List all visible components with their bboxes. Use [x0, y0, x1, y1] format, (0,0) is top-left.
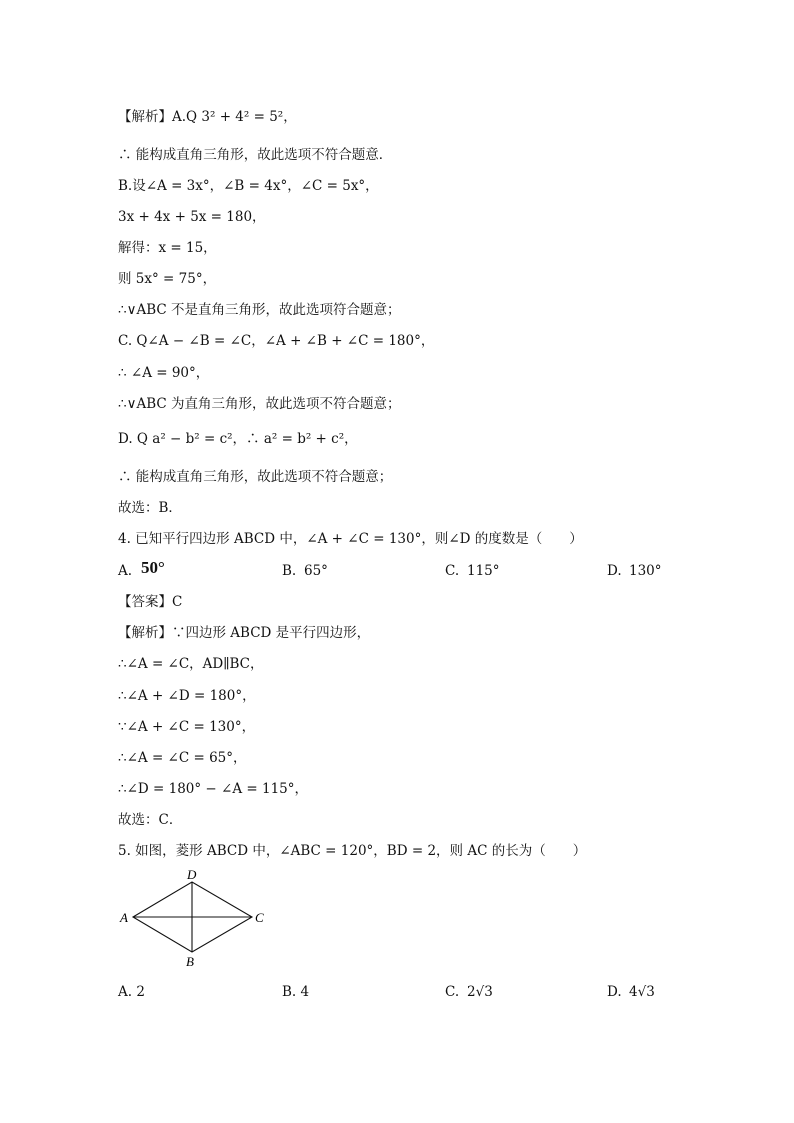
- answer-4: 【答案】C: [118, 594, 183, 610]
- q5-option-d-value: 4√3: [629, 984, 655, 1000]
- solution-line: ∴∨ABC 不是直角三角形，故此选项符合题意；: [118, 302, 401, 318]
- question-5: 5. 如图，菱形 ABCD 中，∠ABC = 120°，BD = 2，则 AC 的长为（ ）: [118, 843, 587, 859]
- q5-option-a: A. 2: [118, 984, 145, 1000]
- solution-line: 【解析】A.Q 3² + 4² = 5²，: [118, 109, 297, 125]
- q5-option-d-letter: D.: [607, 984, 622, 1000]
- q4-option-c-value: 115°: [467, 563, 500, 579]
- q4-option-b-value: 65°: [304, 563, 328, 579]
- q4-option-c-letter: C.: [445, 563, 460, 579]
- solution-line: ∵∠A + ∠C = 130°，: [118, 719, 256, 735]
- q4-option-b-letter: B.: [282, 563, 297, 579]
- solution-line: ∴∠A + ∠D = 180°，: [118, 688, 256, 704]
- q5-option-b: B. 4: [282, 984, 310, 1000]
- solution-line: B.设∠A = 3x°，∠B = 4x°，∠C = 5x°，: [118, 178, 379, 194]
- solution-line: 3x + 4x + 5x = 180，: [118, 209, 266, 225]
- rhombus-figure: [112, 866, 272, 968]
- label-a: A: [120, 910, 128, 925]
- solution-line: ∴ 能构成直角三角形，故此选项不符合题意；: [118, 469, 393, 485]
- solution-line: ∴∨ABC 为直角三角形，故此选项不符合题意；: [118, 396, 401, 412]
- q4-option-a-value: 50°: [141, 558, 165, 577]
- q4-option-d-value: 130°: [629, 563, 662, 579]
- solution-line: 解得：x = 15，: [118, 240, 217, 256]
- label-d: D: [187, 867, 197, 882]
- solution-line: D. Q a² − b² = c²，∴ a² = b² + c²，: [118, 431, 358, 447]
- q5-option-c-value: 2√3: [467, 984, 493, 1000]
- solution-line: ∴∠D = 180° − ∠A = 115°，: [118, 781, 309, 797]
- solution-line: ∴∠A = ∠C，AD∥BC，: [118, 656, 264, 672]
- question-4: 4. 已知平行四边形 ABCD 中，∠A + ∠C = 130°，则∠D 的度数是（ ）: [118, 531, 583, 547]
- solution-line: 故选：C．: [118, 812, 183, 828]
- solution-line: C. Q∠A − ∠B = ∠C，∠A + ∠B + ∠C = 180°，: [118, 333, 435, 349]
- solution-line: 故选：B．: [118, 500, 182, 516]
- solution-line: ∴ 能构成直角三角形，故此选项不符合题意．: [118, 147, 393, 163]
- solution-line: 【解析】∵四边形 ABCD 是平行四边形，: [118, 625, 371, 641]
- solution-line: ∴ ∠A = 90°，: [118, 365, 210, 381]
- solution-line: 则 5x° = 75°，: [118, 271, 217, 287]
- label-b: B: [186, 954, 194, 968]
- label-c: C: [255, 910, 264, 925]
- q4-option-d-letter: D.: [607, 563, 622, 579]
- q5-option-c-letter: C.: [445, 984, 460, 1000]
- solution-line: ∴∠A = ∠C = 65°，: [118, 750, 247, 766]
- q4-option-a-letter: A.: [118, 563, 133, 579]
